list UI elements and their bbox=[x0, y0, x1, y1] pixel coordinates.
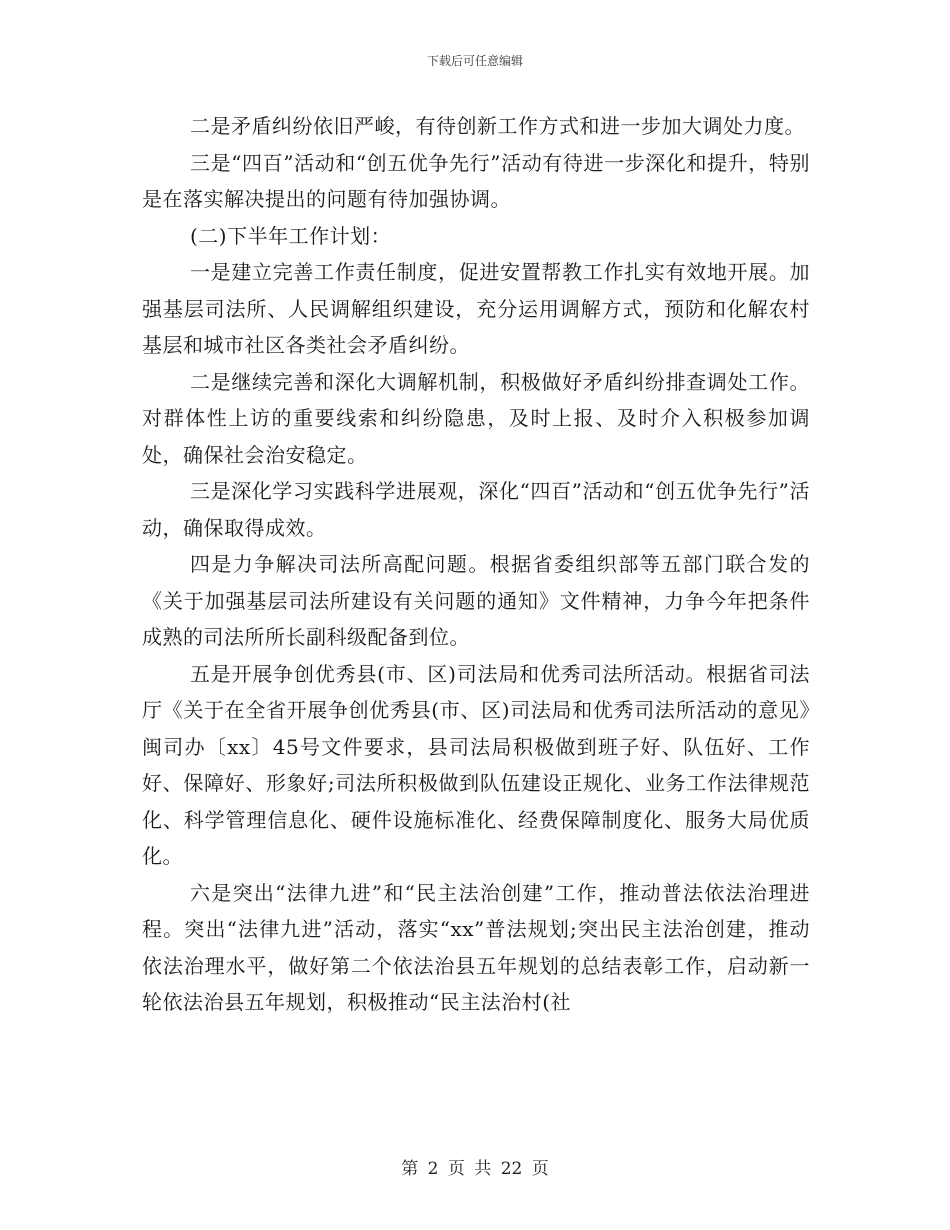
paragraph-4: 一是建立完善工作责任制度，促进安置帮教工作扎实有效地开展。加强基层司法所、人民调解组织建设，充分运用调解方式，预防和化解农村基层和城市社区各类社会矛盾纠纷。 bbox=[142, 260, 810, 357]
page-header-note: 下载后可任意编辑 bbox=[426, 54, 523, 68]
paragraph-5: 二是继续完善和深化大调解机制，积极做好矛盾纠纷排查调处工作。对群体性上访的重要线索和纠纷隐患，及时上报、及时介入积极参加调处，确保社会治安稳定。 bbox=[142, 369, 810, 467]
document-body bbox=[142, 108, 810, 1021]
paragraph-9: 六是突出“法律九进”和“民主法治创建”工作，推动普法依法治理进程。突出“法律九进”活动，落实“xx”普法规划;突出民主法治创建，推动依法治理水平，做好第二个依法治县五年规划的总结表彰工作，启动新一轮依法治县五年规划，积极推动“民主法治村(社 bbox=[142, 880, 810, 1014]
paragraph-3: (二)下半年工作计划： bbox=[190, 223, 392, 248]
paragraph-2: 三是“四百”活动和“创五优争先行”活动有待进一步深化和提升，特别是在落实解决提出的问题有待加强协调。 bbox=[142, 150, 810, 211]
paragraph-7: 四是力争解决司法所高配问题。根据省委组织部等五部门联合发的《关于加强基层司法所建设有关问题的通知》文件精神，力争今年把条件成熟的司法所所长副科级配备到位。 bbox=[142, 552, 810, 649]
paragraph-1: 二是矛盾纠纷依旧严峻，有待创新工作方式和进一步加大调处力度。 bbox=[190, 114, 805, 138]
paragraph-8: 五是开展争创优秀县(市、区)司法局和优秀司法所活动。根据省司法厅《关于在全省开展争创优秀县(市、区)司法局和优秀司法所活动的意见》闽司办〔xx〕45号文件要求，县司法局积极做到班子好、队伍好、工作好、保障好、形象好;司法所积极做到队伍建设正规化、业务工作法律规范化、科学管理信息化、硬件设施标准化、经费保障制度化、服务大局优质化。 bbox=[142, 661, 810, 868]
paragraph-6: 三是深化学习实践科学进展观，深化“四百”活动和“创五优争先行”活动，确保取得成效。 bbox=[142, 479, 810, 540]
page-number-footer: 第 2 页 共 22 页 bbox=[401, 1159, 549, 1179]
